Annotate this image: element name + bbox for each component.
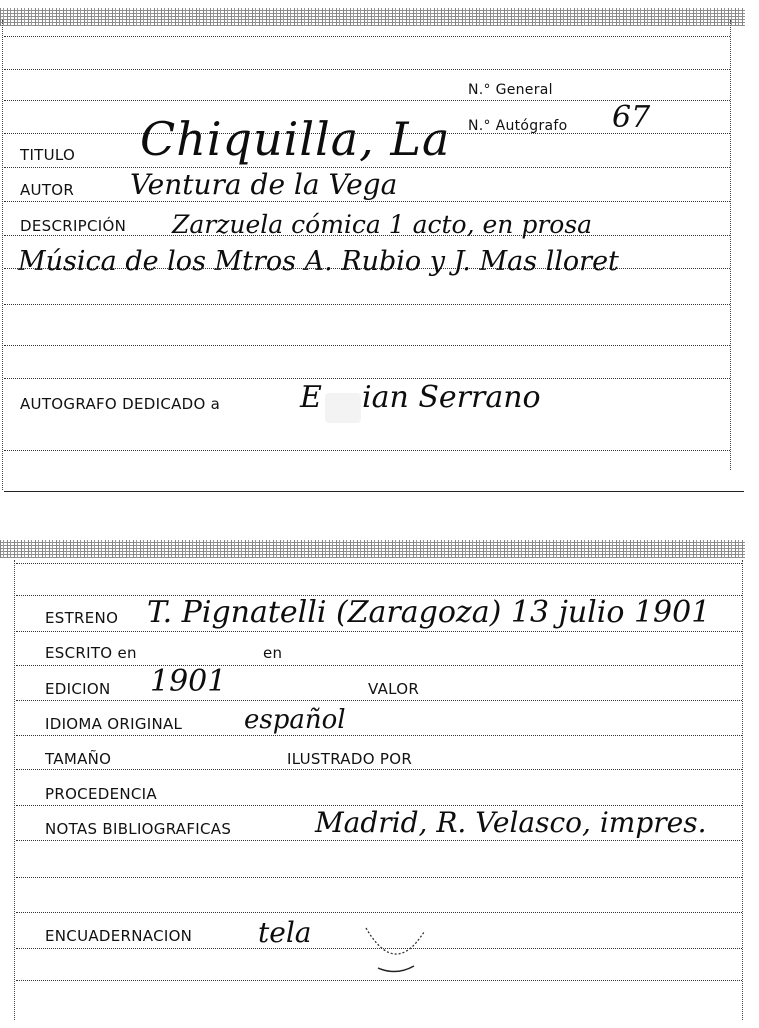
rule-line <box>16 665 742 666</box>
notas-value: Madrid, R. Velasco, impres. <box>315 806 707 839</box>
dedicado-value-prefix: E <box>300 380 322 415</box>
catalog-card-edition <box>0 540 745 1028</box>
escrito-en-label: en <box>263 644 283 662</box>
punch-hole-mark <box>360 920 430 980</box>
autor-value: Ventura de la Vega <box>130 168 398 201</box>
escrito-label: ESCRITO en <box>45 644 137 662</box>
titulo-label: TITULO <box>20 146 76 164</box>
card-right-edge <box>742 560 743 1020</box>
dedicado-value: ian Serrano <box>362 380 541 415</box>
rule-line <box>16 840 742 841</box>
tamano-label: TAMAÑO <box>45 750 112 768</box>
rule-line <box>16 980 742 981</box>
encuadernacion-label: ENCUADERNACION <box>45 927 193 945</box>
rule-line <box>4 36 730 37</box>
dedicado-label: AUTOGRAFO DEDICADO a <box>20 395 221 413</box>
notas-label: NOTAS BIBLIOGRAFICAS <box>45 820 232 838</box>
descripcion-value-continued: Música de los Mtros A. Rubio y J. Mas lloret <box>18 246 619 277</box>
edicion-label: EDICION <box>45 680 111 698</box>
rule-line <box>4 304 730 305</box>
catalog-card-autograph <box>0 0 745 492</box>
scan-noise-top <box>0 8 745 26</box>
scan-noise-top <box>0 540 745 558</box>
card-left-edge <box>2 20 3 490</box>
estreno-label: ESTRENO <box>45 609 119 627</box>
autograph-number-label: N.° Autógrafo <box>468 118 568 134</box>
card-bottom-edge <box>4 491 744 492</box>
encuadernacion-value: tela <box>258 916 312 949</box>
edicion-value: 1901 <box>150 664 227 699</box>
rule-line <box>4 345 730 346</box>
ilustrado-label: ILUSTRADO POR <box>287 750 413 768</box>
rule-line <box>16 877 742 878</box>
rule-line <box>4 450 730 451</box>
rule-line <box>4 378 730 379</box>
rule-line <box>4 69 730 70</box>
rule-line <box>16 631 742 632</box>
estreno-value: T. Pignatelli (Zaragoza) 13 julio 1901 <box>147 595 711 630</box>
rule-line <box>16 563 742 564</box>
card-right-edge <box>730 20 731 470</box>
valor-label: VALOR <box>368 680 420 698</box>
rule-line <box>16 700 742 701</box>
rule-line <box>16 735 742 736</box>
rule-line <box>16 769 742 770</box>
rule-line <box>16 912 742 913</box>
general-number-label: N.° General <box>468 82 553 98</box>
idioma-label: IDIOMA ORIGINAL <box>45 715 183 733</box>
descripcion-value: Zarzuela cómica 1 acto, en prosa <box>172 210 593 239</box>
idioma-value: español <box>244 705 346 735</box>
autor-label: AUTOR <box>20 181 75 199</box>
rule-line <box>4 201 730 202</box>
titulo-value: Chiquilla, La <box>140 112 451 166</box>
procedencia-label: PROCEDENCIA <box>45 785 157 803</box>
descripcion-label: DESCRIPCIÓN <box>20 217 127 235</box>
card-left-edge <box>14 560 15 1020</box>
autograph-number-value: 67 <box>612 100 651 135</box>
redaction-patch <box>325 393 361 423</box>
